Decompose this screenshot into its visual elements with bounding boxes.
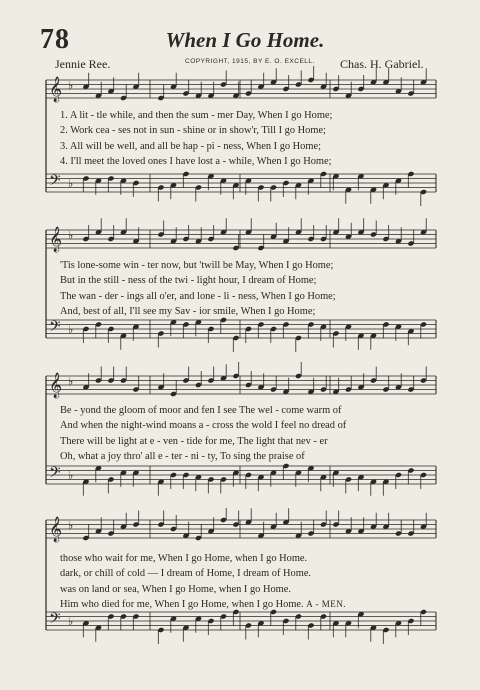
verse-line: Oh, what a joy thro' all e - ter - ni - ty, To sing the praise of bbox=[60, 451, 305, 463]
verse-block-2 bbox=[60, 258, 432, 320]
amen-label: A - MEN. bbox=[306, 599, 347, 610]
flat-icon: ♭ bbox=[68, 230, 74, 242]
verse-block-1 bbox=[60, 108, 432, 170]
verse-block-3 bbox=[60, 403, 432, 465]
treble-clef-icon: 𝄞 bbox=[49, 227, 63, 252]
flat-icon: ♭ bbox=[68, 470, 74, 482]
bass-clef-icon: 𝄢 bbox=[49, 172, 61, 193]
verse-line: But in the still - ness of the twi - light hour, I dream of Home; bbox=[60, 275, 317, 287]
verse-line: 3. All will be well, and all be hap - pi - ness, When I go Home; bbox=[60, 140, 321, 152]
hymn-number: 78 bbox=[40, 24, 70, 55]
composer-credit: Chas. H. Gabriel. bbox=[340, 57, 424, 71]
verse-line: 4. I'll meet the loved ones I have lost a - while, When I go Home; bbox=[60, 156, 332, 168]
verse-line: There will be light at e - ven - tide for me, The light that nev - er bbox=[60, 435, 328, 447]
verse-line-text: Him who died for me, When I go Home, when I go Home. bbox=[60, 599, 304, 611]
bass-clef-icon: 𝄢 bbox=[49, 464, 61, 485]
treble-clef-icon: 𝄞 bbox=[49, 517, 63, 542]
verse-line: dark, or chill of cold — I dream of Home, I dream of Home. bbox=[60, 568, 312, 580]
verse-line: was on land or sea, When I go Home, when I go Home. bbox=[60, 583, 291, 595]
treble-clef-icon: 𝄞 bbox=[49, 373, 63, 398]
lyricist-credit: Jennie Ree. bbox=[55, 57, 111, 71]
verse-line: The wan - der - ings all o'er, and lone - li - ness, When I go Home; bbox=[60, 290, 336, 302]
flat-icon: ♭ bbox=[68, 324, 74, 336]
verse-line: And when the night-wind moans a - cross the wold I feel no dread of bbox=[60, 420, 347, 432]
verse-block-4 bbox=[60, 551, 432, 613]
verse-line: And, best of all, I'll see my Sav - ior smile, When I go Home; bbox=[60, 306, 316, 318]
bass-clef-icon: 𝄢 bbox=[49, 318, 61, 339]
bass-clef-icon: 𝄢 bbox=[49, 610, 61, 631]
verse-line: 1. A lit - tle while, and then the sum - mer Day, When I go Home; bbox=[60, 110, 333, 121]
verse-line bbox=[60, 597, 432, 612]
flat-icon: ♭ bbox=[68, 80, 74, 92]
copyright-notice: COPYRIGHT, 1915, BY E. O. EXCELL. bbox=[185, 58, 315, 65]
verse-line: those who wait for me, When I go Home, when I go Home. bbox=[60, 553, 308, 564]
verse-line: 'Tis lone-some win - ter now, but 'twill be May, When I go Home; bbox=[60, 260, 334, 271]
treble-clef-icon: 𝄞 bbox=[49, 77, 63, 102]
flat-icon: ♭ bbox=[68, 520, 74, 532]
verse-line: Be - yond the gloom of moor and fen I see The wel - come warm of bbox=[60, 405, 342, 416]
flat-icon: ♭ bbox=[68, 616, 74, 628]
flat-icon: ♭ bbox=[68, 178, 74, 190]
verse-line: 2. Work cea - ses not in sun - shine or in show'r, Till I go Home; bbox=[60, 125, 326, 137]
flat-icon: ♭ bbox=[68, 376, 74, 388]
hymn-title: When I Go Home. bbox=[165, 28, 325, 52]
